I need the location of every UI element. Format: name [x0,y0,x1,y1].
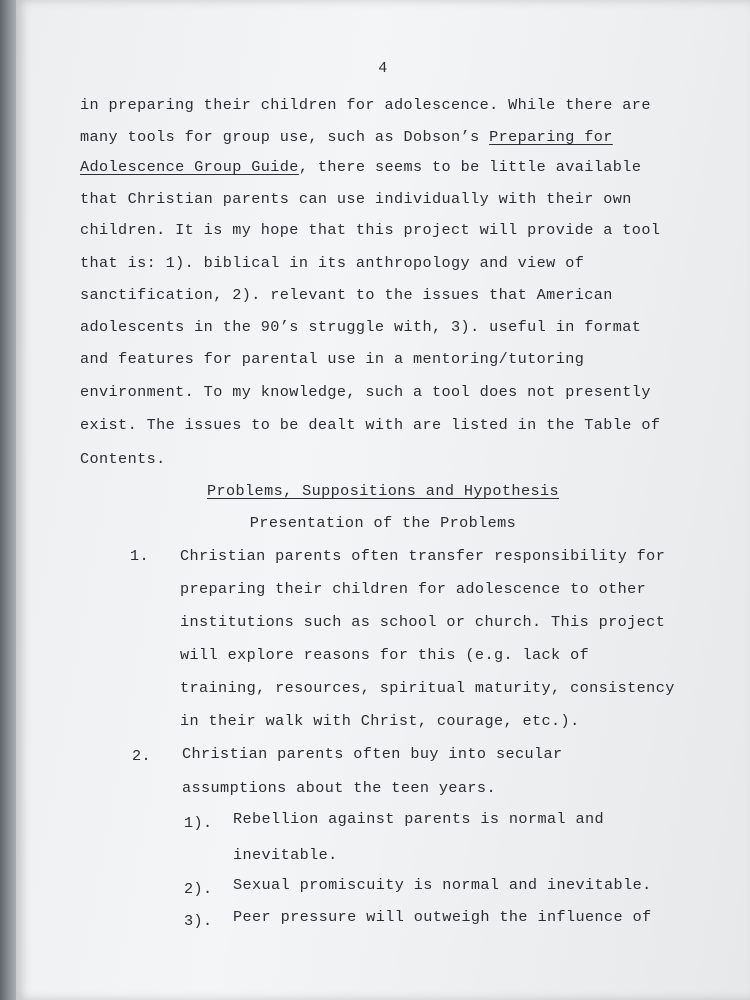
paragraph-text: many tools for group use, such as Dobson’s [80,128,490,146]
list-item-line: training, resources, spiritual maturity, consistency [180,679,675,697]
list-item-line: Christian parents often buy into secular [182,745,563,763]
list-item-line: in their walk with Christ, courage, etc.). [180,712,580,730]
paragraph-line: environment. To my knowledge, such a tool does not presently [80,383,651,401]
sublist-item-line: Sexual promiscuity is normal and inevitable. [233,876,652,894]
list-item-line: institutions such as school or church. This project [180,613,666,631]
paragraph-line [80,158,641,176]
paragraph-text: , there seems to be little available [298,158,642,176]
list-item-number: 2. [132,747,152,765]
paragraph-line: that is: 1). biblical in its anthropology and view of [80,254,585,272]
sublist-item-number: 3). [184,912,213,930]
paragraph-line [80,128,613,146]
sublist-item-number: 1). [184,814,213,832]
paragraph-line: children. It is my hope that this project will provide a tool [80,221,661,239]
sublist-item-line: Rebellion against parents is normal and [233,810,605,828]
book-title: Preparing for [489,128,613,146]
paragraph-line: and features for parental use in a mentoring/tutoring [80,350,585,368]
paragraph-line: that Christian parents can use individually with their own [80,190,632,208]
list-item-number: 1. [130,547,150,565]
sublist-item-line: Peer pressure will outweigh the influence of [233,908,652,926]
book-title: Adolescence Group Guide [80,158,299,176]
subheading: Presentation of the Problems [249,514,517,532]
section-heading: Problems, Suppositions and Hypothesis [206,482,560,500]
page-number: 4 [378,60,388,77]
list-item-line: preparing their children for adolescence to other [180,580,647,598]
paragraph-line: Contents. [80,450,166,468]
document-page [16,0,750,1000]
list-item-line: Christian parents often transfer responsibility for [180,547,666,565]
list-item-line: assumptions about the teen years. [182,779,496,797]
paragraph-line: adolescents in the 90’s struggle with, 3). useful in format [80,318,642,336]
paragraph-line: in preparing their children for adolescence. While there are [80,96,651,114]
paragraph-line: exist. The issues to be dealt with are listed in the Table of [80,416,661,434]
sublist-item-line: inevitable. [233,846,338,864]
sublist-item-number: 2). [184,880,213,898]
paragraph-line: sanctification, 2). relevant to the issues that American [80,286,613,304]
list-item-line: will explore reasons for this (e.g. lack of [180,646,590,664]
